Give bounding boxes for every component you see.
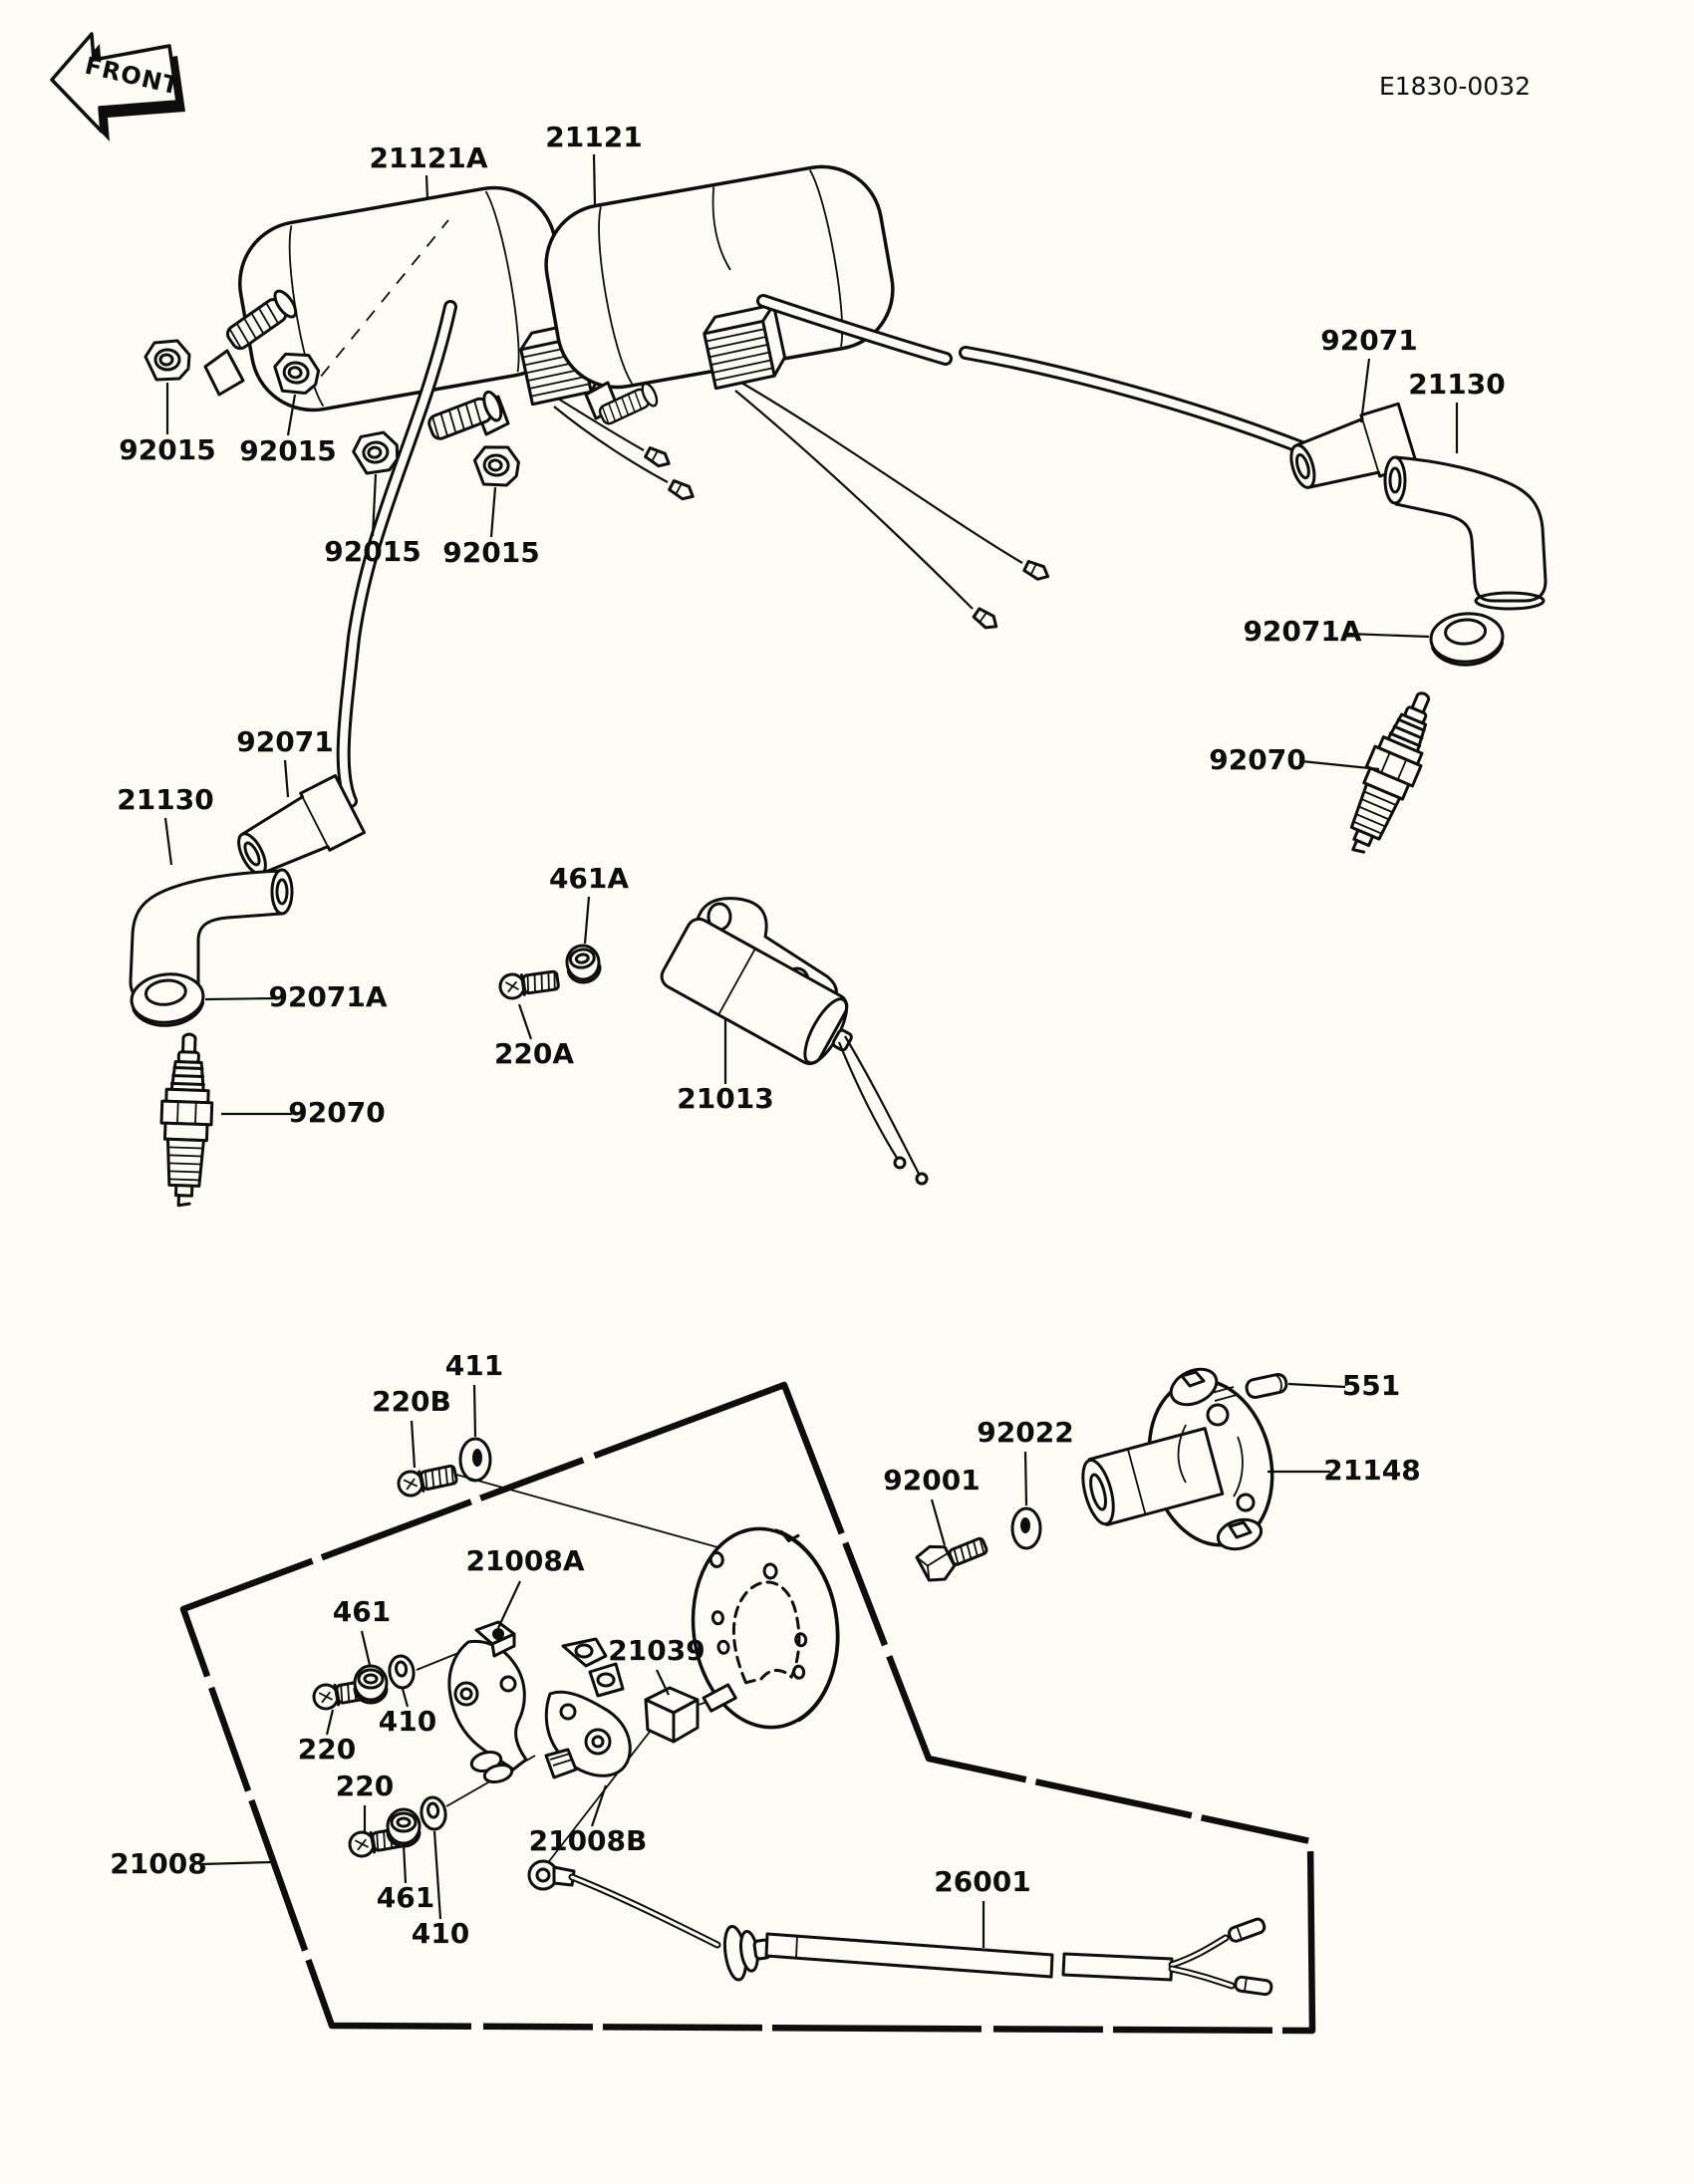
spark-plug-92070-left <box>158 1033 214 1207</box>
leader-410-lower <box>434 1831 440 1919</box>
nut-92015 <box>145 341 189 380</box>
label-92015-3: 92015 <box>324 535 422 568</box>
leader-461-upper <box>362 1631 370 1665</box>
harness-terminal <box>1235 1977 1272 1996</box>
leader-92071-left <box>285 760 288 797</box>
spark-plug-lead-right <box>763 301 1301 447</box>
leader-411 <box>474 1385 475 1437</box>
ignition-coil-21121A <box>205 178 605 444</box>
coil-primary-wires <box>554 383 1051 632</box>
leader-21008 <box>201 1862 271 1864</box>
wiring-harness-26001 <box>529 1861 1272 1995</box>
label-551: 551 <box>1341 1369 1401 1402</box>
spade-terminal <box>669 479 697 503</box>
breaker-plate <box>682 1520 849 1736</box>
label-461-lower: 461 <box>376 1881 435 1914</box>
label-92071-right: 92071 <box>1320 324 1418 357</box>
washer-92022 <box>1012 1508 1040 1548</box>
label-92015-4: 92015 <box>442 536 540 569</box>
label-21121A: 21121A <box>369 141 488 174</box>
leader-92022 <box>1025 1452 1026 1505</box>
spade-terminal <box>973 607 1000 632</box>
coil-terminal-block <box>702 305 788 389</box>
condenser-21013 <box>658 899 927 1184</box>
label-92001: 92001 <box>883 1464 981 1497</box>
pin-551 <box>1246 1373 1288 1399</box>
leader-461A <box>585 897 589 944</box>
label-461-upper: 461 <box>332 1595 392 1628</box>
leader-551 <box>1288 1384 1345 1387</box>
contact-breaker-21008A <box>449 1622 526 1784</box>
label-21008: 21008 <box>110 1847 207 1880</box>
coil-stud <box>425 390 504 443</box>
screw-220A <box>498 968 559 1000</box>
label-92071A-left: 92071A <box>268 980 388 1013</box>
label-92070-left: 92070 <box>288 1096 386 1129</box>
washer-410-upper <box>388 1654 416 1689</box>
leader-92071A-left <box>205 998 275 999</box>
label-21008B: 21008B <box>528 1824 648 1857</box>
leader-92015-4 <box>491 487 495 537</box>
label-21121: 21121 <box>545 121 643 153</box>
leader-92001 <box>932 1500 945 1545</box>
front-arrow-label: FRONT <box>82 51 183 101</box>
front-arrow <box>52 34 185 141</box>
leader-21121 <box>594 154 595 204</box>
coil-bracket <box>205 351 243 395</box>
label-26001: 26001 <box>934 1865 1031 1898</box>
drawing-code: E1830-0032 <box>1378 72 1532 101</box>
label-461A: 461A <box>548 862 630 895</box>
label-92071A-right: 92071A <box>1243 615 1362 648</box>
grommet-92071A-right <box>1429 612 1504 668</box>
leader-220-upper <box>327 1710 333 1735</box>
label-220-lower: 220 <box>335 1770 395 1802</box>
label-92015-2: 92015 <box>239 434 337 467</box>
label-92022: 92022 <box>977 1416 1074 1449</box>
leader-21130-left <box>165 818 171 865</box>
leader-220A <box>519 1004 531 1039</box>
spade-terminal <box>645 446 673 470</box>
label-21148: 21148 <box>1323 1454 1421 1487</box>
label-92070-right: 92070 <box>1209 743 1306 776</box>
spade-terminal <box>1023 560 1051 583</box>
spark-plug-92070-right <box>1334 684 1447 862</box>
nut-92015 <box>352 431 400 474</box>
label-21130-right: 21130 <box>1408 368 1506 401</box>
label-21039: 21039 <box>608 1634 706 1667</box>
nut-461A <box>564 943 602 984</box>
label-92015-1: 92015 <box>119 433 216 466</box>
bolt-92001 <box>915 1527 991 1586</box>
leader-21008B <box>592 1785 606 1826</box>
nut-92015 <box>472 444 519 487</box>
leader-21008A <box>498 1581 520 1628</box>
label-21013: 21013 <box>677 1082 774 1115</box>
leader-21121A <box>426 175 427 199</box>
nut-461-lower <box>388 1809 420 1846</box>
label-411: 411 <box>444 1349 504 1382</box>
harness-terminal <box>1228 1917 1267 1942</box>
leader-220B <box>412 1421 415 1468</box>
leader-461-lower <box>404 1844 406 1883</box>
label-410-lower: 410 <box>411 1917 470 1950</box>
nut-461-upper <box>355 1666 387 1703</box>
washer-410-lower <box>420 1795 447 1830</box>
screw-220B <box>397 1463 458 1499</box>
label-220-upper: 220 <box>297 1733 357 1766</box>
label-21130-left: 21130 <box>117 783 214 816</box>
label-92071-left: 92071 <box>236 725 334 758</box>
washer-411 <box>460 1439 490 1481</box>
label-410-upper: 410 <box>378 1705 437 1738</box>
label-220B: 220B <box>372 1385 451 1418</box>
label-220A: 220A <box>493 1037 575 1070</box>
plug-cap-92071-left <box>229 776 365 888</box>
plug-cap-21130-right <box>1385 457 1546 609</box>
label-21008A: 21008A <box>465 1544 585 1577</box>
condenser-box-21039 <box>646 1688 698 1742</box>
